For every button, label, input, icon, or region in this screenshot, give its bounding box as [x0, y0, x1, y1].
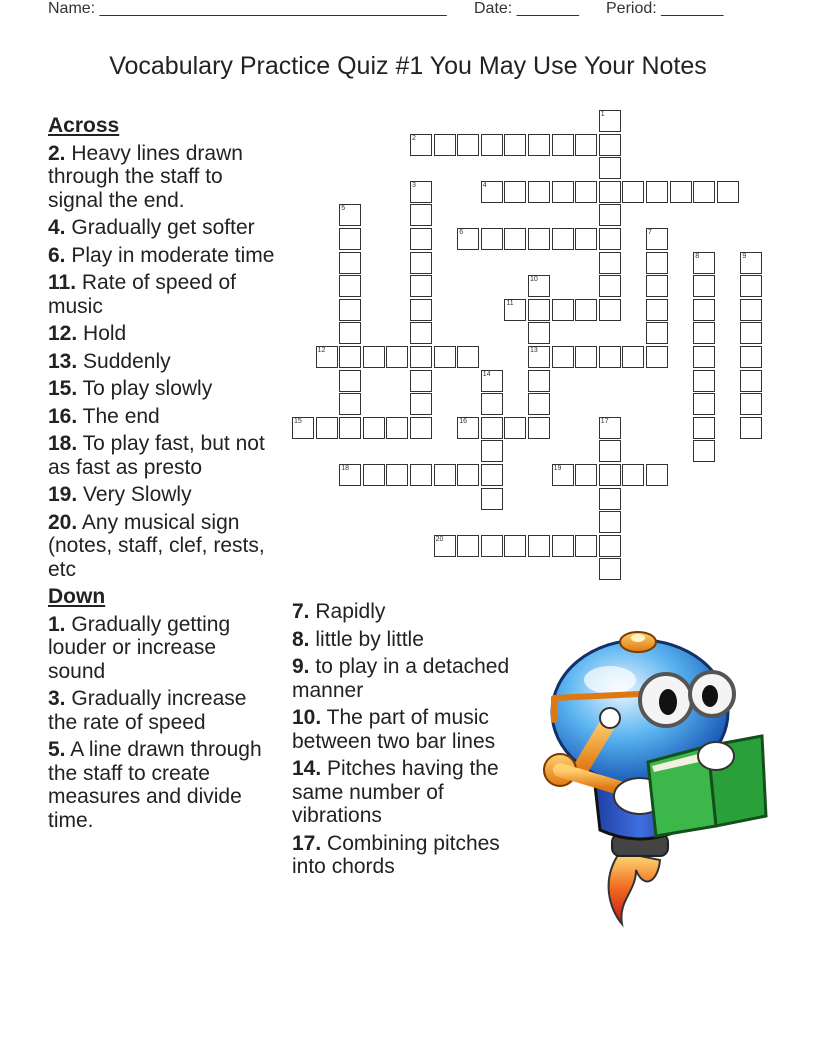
crossword-cell[interactable] [410, 393, 432, 415]
clue-down-8 [292, 628, 522, 652]
crossword-cell[interactable] [646, 346, 668, 368]
clue-number: 20. [48, 510, 78, 534]
crossword-cell[interactable] [481, 535, 503, 557]
clue-down-1 [48, 613, 276, 684]
crossword-cell[interactable] [599, 299, 621, 321]
clue-number: 14. [292, 757, 322, 780]
crossword-cell[interactable] [552, 535, 574, 557]
crossword-cell[interactable] [693, 299, 715, 321]
crossword-cell[interactable] [599, 157, 621, 179]
clue-down-5 [48, 738, 276, 832]
crossword-cell[interactable] [410, 346, 432, 368]
crossword-cell[interactable] [410, 275, 432, 297]
crossword-cell[interactable] [693, 322, 715, 344]
clue-number: 4. [48, 216, 66, 239]
crossword-cell[interactable] [410, 322, 432, 344]
clue-text: A line drawn through the staff to create measures and divide time. [48, 738, 262, 832]
crossword-cell[interactable] [693, 393, 715, 415]
crossword-cell[interactable] [410, 252, 432, 274]
crossword-cell[interactable] [575, 346, 597, 368]
crossword-cell[interactable] [599, 252, 621, 274]
clue-across-4 [48, 216, 276, 240]
crossword-cell[interactable] [528, 275, 550, 297]
clue-down-14 [292, 757, 522, 828]
crossword-cell[interactable] [504, 299, 526, 321]
crossword-cell[interactable] [457, 134, 479, 156]
crossword-cell[interactable] [316, 417, 338, 439]
crossword-cell[interactable] [339, 322, 361, 344]
clue-number: 16. [48, 404, 78, 428]
cell-number: 13 [530, 347, 538, 354]
crossword-cell[interactable] [339, 464, 361, 486]
crossword-cell[interactable] [339, 204, 361, 226]
clue-number: 2. [48, 141, 66, 165]
crossword-cell[interactable] [528, 181, 550, 203]
crossword-cell[interactable] [339, 346, 361, 368]
crossword-cell[interactable] [339, 228, 361, 250]
crossword-cell[interactable] [717, 181, 739, 203]
crossword-cell[interactable] [410, 299, 432, 321]
cell-number: 16 [459, 417, 467, 425]
crossword-cell[interactable] [575, 535, 597, 557]
clue-text: Combining pitches into chords [292, 831, 500, 878]
crossword-cell[interactable] [481, 370, 503, 392]
clue-number: 10. [292, 706, 322, 729]
page-title: Vocabulary Practice Quiz #1 You May Use Your Notes [109, 52, 707, 80]
crossword-cell[interactable] [646, 322, 668, 344]
clue-text: Hold [83, 322, 127, 345]
crossword-cell[interactable] [434, 134, 456, 156]
clue-text: Pitches having the same number of vibrations [292, 757, 499, 827]
clue-number: 3. [48, 687, 66, 710]
cell-number: 7 [648, 229, 652, 236]
crossword-cell[interactable] [528, 417, 550, 439]
cell-number: 2 [412, 134, 416, 142]
crossword-cell[interactable] [457, 346, 479, 368]
crossword-cell[interactable] [410, 181, 432, 203]
crossword-cell[interactable] [599, 110, 621, 132]
crossword-cell[interactable] [481, 393, 503, 415]
crossword-cell[interactable] [646, 299, 668, 321]
clue-text: little by little [315, 627, 424, 651]
crossword-cell[interactable] [599, 181, 621, 203]
crossword-cell[interactable] [740, 393, 762, 415]
crossword-cell[interactable] [599, 511, 621, 533]
crossword-cell[interactable] [410, 417, 432, 439]
clue-across-2 [48, 142, 276, 213]
clue-down-3 [48, 687, 276, 734]
crossword-cell[interactable] [552, 228, 574, 250]
crossword-cell[interactable] [646, 275, 668, 297]
clue-text: Heavy lines drawn through the staff to signal the end. [48, 141, 243, 212]
date-field: Date: _______ [474, 0, 579, 17]
clue-across-13 [48, 350, 276, 374]
crossword-cell[interactable] [599, 204, 621, 226]
crossword-cell[interactable] [504, 417, 526, 439]
cell-number: 6 [459, 229, 464, 236]
clue-text: Rate of speed of music [48, 271, 236, 318]
crossword-cell[interactable] [670, 181, 692, 203]
crossword-cell[interactable] [740, 322, 762, 344]
crossword-cell[interactable] [599, 275, 621, 297]
crossword-cell[interactable] [504, 535, 526, 557]
crossword-cell[interactable] [504, 134, 526, 156]
clue-number: 19. [48, 483, 78, 506]
crossword-cell[interactable] [528, 134, 550, 156]
crossword-cell[interactable] [410, 134, 432, 156]
crossword-cell[interactable] [599, 558, 621, 580]
cell-number: 5 [341, 205, 346, 213]
crossword-cell[interactable] [292, 417, 314, 439]
crossword-cell[interactable] [575, 299, 597, 321]
clue-text: Very Slowly [83, 483, 192, 506]
crossword-cell[interactable] [339, 370, 361, 392]
crossword-cell[interactable] [740, 417, 762, 439]
clue-number: 13. [48, 349, 78, 373]
clue-down-10 [292, 706, 522, 753]
clue-down-17 [292, 832, 522, 879]
clue-across-19 [48, 483, 276, 507]
crossword-cell[interactable] [622, 181, 644, 203]
crossword-cell[interactable] [646, 181, 668, 203]
crossword-cell[interactable] [599, 134, 621, 156]
crossword-cell[interactable] [693, 440, 715, 462]
crossword-cell[interactable] [481, 417, 503, 439]
crossword-cell[interactable] [386, 464, 408, 486]
crossword-cell[interactable] [575, 228, 597, 250]
crossword-cell[interactable] [339, 252, 361, 274]
crossword-cell[interactable] [599, 535, 621, 557]
crossword-cell[interactable] [599, 440, 621, 462]
crossword-cell[interactable] [528, 535, 550, 557]
down-clue-list-continued [292, 600, 522, 879]
crossword-cell[interactable] [481, 134, 503, 156]
crossword-cell[interactable] [386, 417, 408, 439]
crossword-cell[interactable] [504, 181, 526, 203]
clue-number: 8. [292, 627, 310, 651]
crossword-cell[interactable] [339, 299, 361, 321]
clue-text: Any musical sign (notes, staff, clef, rests, etc [48, 510, 265, 581]
crossword-cell[interactable] [599, 488, 621, 510]
crossword-cell[interactable] [410, 464, 432, 486]
crossword-cell[interactable] [646, 464, 668, 486]
crossword-cell[interactable] [740, 346, 762, 368]
cell-number: 10 [530, 276, 538, 284]
crossword-cell[interactable] [363, 346, 385, 368]
cell-number: 20 [435, 535, 444, 543]
clue-across-12 [48, 322, 276, 346]
crossword-cell[interactable] [575, 181, 597, 203]
cell-number: 9 [742, 252, 747, 260]
crossword-cell[interactable] [693, 181, 715, 203]
crossword-cell[interactable] [457, 417, 479, 439]
crossword-cell[interactable] [316, 346, 338, 368]
name-field: Name: _______________________________________ [48, 0, 447, 17]
cell-number: 18 [341, 465, 349, 472]
crossword-cell[interactable] [528, 228, 550, 250]
crossword-cell[interactable] [481, 228, 503, 250]
down-heading: Down [48, 585, 106, 608]
crossword-cell[interactable] [363, 464, 385, 486]
cell-number: 1 [600, 111, 605, 118]
crossword-cell[interactable] [599, 464, 621, 486]
crossword-cell[interactable] [528, 370, 550, 392]
period-field: Period: _______ [606, 0, 724, 17]
crossword-cell[interactable] [528, 322, 550, 344]
crossword-cell[interactable] [693, 346, 715, 368]
crossword-cell[interactable] [740, 275, 762, 297]
cell-number: 19 [553, 465, 562, 472]
crossword-cell[interactable] [599, 346, 621, 368]
crossword-cell[interactable] [434, 346, 456, 368]
crossword-cell[interactable] [410, 370, 432, 392]
crossword-cell[interactable] [575, 134, 597, 156]
crossword-cell[interactable] [339, 275, 361, 297]
cell-number: 15 [294, 417, 302, 425]
crossword-cell[interactable] [386, 346, 408, 368]
cell-number: 17 [600, 417, 609, 425]
crossword-cell[interactable] [457, 228, 479, 250]
crossword-cell[interactable] [434, 535, 456, 557]
crossword-cell[interactable] [528, 299, 550, 321]
crossword-cell[interactable] [599, 417, 621, 439]
clue-text: To play fast, but not as fast as presto [48, 432, 265, 479]
crossword-cell[interactable] [339, 393, 361, 415]
crossword-cell[interactable] [693, 370, 715, 392]
crossword-cell[interactable] [552, 464, 574, 486]
crossword-cell[interactable] [528, 393, 550, 415]
across-heading: Across [48, 114, 120, 137]
clue-across-11 [48, 271, 276, 318]
clue-text: Play in moderate time [71, 243, 275, 267]
clue-number: 7. [292, 600, 310, 623]
crossword-cell[interactable] [646, 252, 668, 274]
crossword-cell[interactable] [552, 181, 574, 203]
cell-number: 12 [317, 347, 326, 354]
reading-robot-mascot-icon [540, 620, 780, 940]
clue-across-20 [48, 511, 276, 582]
crossword-cell[interactable] [434, 464, 456, 486]
cell-number: 11 [506, 299, 514, 307]
crossword-cell[interactable] [410, 228, 432, 250]
clue-text: To play slowly [82, 377, 213, 400]
crossword-cell[interactable] [693, 275, 715, 297]
crossword-cell[interactable] [575, 464, 597, 486]
clue-text: The part of music between two bar lines [292, 706, 496, 753]
clue-number: 5. [48, 738, 66, 761]
clue-text: Gradually increase the rate of speed [48, 687, 247, 734]
crossword-cell[interactable] [552, 299, 574, 321]
crossword-cell[interactable] [599, 228, 621, 250]
clue-across-15 [48, 377, 276, 401]
crossword-cell[interactable] [410, 204, 432, 226]
clue-number: 15. [48, 377, 78, 400]
crossword-cell[interactable] [740, 370, 762, 392]
clue-across-18 [48, 432, 276, 479]
crossword-cell[interactable] [339, 417, 361, 439]
clue-text: Gradually getting louder or increase sound [48, 612, 231, 683]
worksheet-header [0, 0, 816, 22]
clue-text: Gradually get softer [71, 216, 255, 239]
clue-number: 12. [48, 322, 78, 345]
clue-column-left [48, 114, 276, 836]
crossword-cell[interactable] [622, 464, 644, 486]
clue-column-right [292, 600, 522, 883]
down-clue-list [48, 613, 276, 833]
crossword-cell[interactable] [552, 134, 574, 156]
clue-number: 6. [48, 243, 66, 267]
crossword-cell[interactable] [693, 252, 715, 274]
clue-number: 9. [292, 655, 310, 678]
clue-across-6 [48, 244, 276, 268]
clue-down-7 [292, 600, 522, 624]
crossword-cell[interactable] [693, 417, 715, 439]
crossword-cell[interactable] [481, 464, 503, 486]
crossword-cell[interactable] [552, 346, 574, 368]
clue-across-16 [48, 405, 276, 429]
clue-text: to play in a detached manner [292, 655, 510, 702]
crossword-cell[interactable] [646, 228, 668, 250]
clue-text: The end [82, 404, 160, 428]
crossword-cell[interactable] [528, 346, 550, 368]
clue-text: Suddenly [83, 349, 171, 373]
clue-number: 17. [292, 831, 322, 855]
clue-down-9 [292, 655, 522, 702]
across-clue-list [48, 142, 276, 582]
crossword-cell[interactable] [740, 252, 762, 274]
cell-number: 8 [695, 252, 700, 260]
cell-number: 14 [482, 370, 491, 378]
cell-number: 3 [412, 181, 416, 189]
clue-number: 11. [48, 271, 77, 294]
crossword-cell[interactable] [363, 417, 385, 439]
crossword-cell[interactable] [481, 488, 503, 510]
crossword-cell[interactable] [740, 299, 762, 321]
clue-text: Rapidly [315, 600, 386, 623]
crossword-cell[interactable] [481, 440, 503, 462]
crossword-cell[interactable] [457, 464, 479, 486]
crossword-cell[interactable] [457, 535, 479, 557]
cell-number: 4 [482, 181, 487, 189]
clue-number: 1. [48, 612, 66, 636]
crossword-cell[interactable] [504, 228, 526, 250]
crossword-cell[interactable] [622, 346, 644, 368]
clue-number: 18. [48, 432, 78, 455]
crossword-cell[interactable] [481, 181, 503, 203]
